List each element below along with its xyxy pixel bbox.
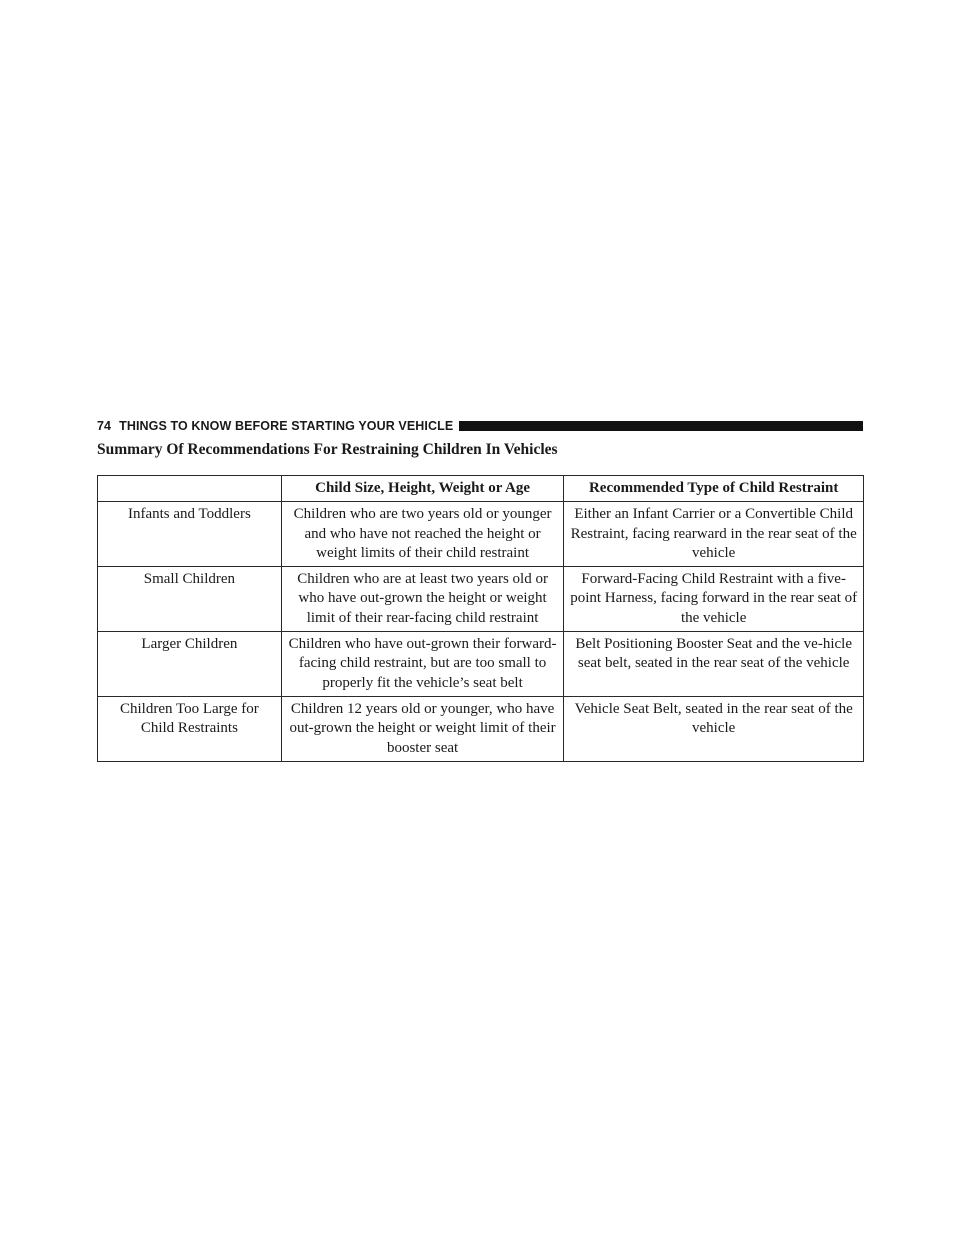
- table-header-row: [98, 476, 864, 502]
- section-name: THINGS TO KNOW BEFORE STARTING YOUR VEHICLE: [119, 419, 454, 433]
- column-header-restraint: Recommended Type of Child Restraint: [564, 476, 864, 502]
- page-number: 74: [97, 419, 112, 433]
- restraint-cell: Vehicle Seat Belt, seated in the rear seat of the vehicle: [564, 696, 864, 761]
- restraint-cell: Either an Infant Carrier or a Convertible Child Restraint, facing rearward in the rear seat of the vehicle: [564, 502, 864, 567]
- restraint-cell: Belt Positioning Booster Seat and the ve-hicle seat belt, seated in the rear seat of the vehicle: [564, 632, 864, 697]
- category-cell: Infants and Toddlers: [98, 502, 282, 567]
- restraint-cell: Forward-Facing Child Restraint with a five-point Harness, facing forward in the rear seat of the vehicle: [564, 567, 864, 632]
- category-cell: Children Too Large for Child Restraints: [98, 696, 282, 761]
- table-row: [98, 632, 864, 697]
- size-cell: Children who are two years old or younger and who have not reached the height or weight limits of their child restraint: [281, 502, 564, 567]
- size-cell: Children who have out-grown their forward-facing child restraint, but are too small to properly fit the vehicle’s seat belt: [281, 632, 564, 697]
- size-cell: Children 12 years old or younger, who have out-grown the height or weight limit of their booster seat: [281, 696, 564, 761]
- column-header-category: [98, 476, 282, 502]
- table-row: [98, 696, 864, 761]
- category-cell: Larger Children: [98, 632, 282, 697]
- table-row: [98, 502, 864, 567]
- size-cell: Children who are at least two years old or who have out-grown the height or weight limit of their rear-facing child restraint: [281, 567, 564, 632]
- page-title: Summary Of Recommendations For Restraining Children In Vehicles: [97, 441, 558, 458]
- category-cell: Small Children: [98, 567, 282, 632]
- header-rule: [459, 421, 863, 431]
- table-row: [98, 567, 864, 632]
- page-header: [97, 418, 863, 434]
- column-header-size: Child Size, Height, Weight or Age: [281, 476, 564, 502]
- restraint-summary-table: [97, 475, 864, 762]
